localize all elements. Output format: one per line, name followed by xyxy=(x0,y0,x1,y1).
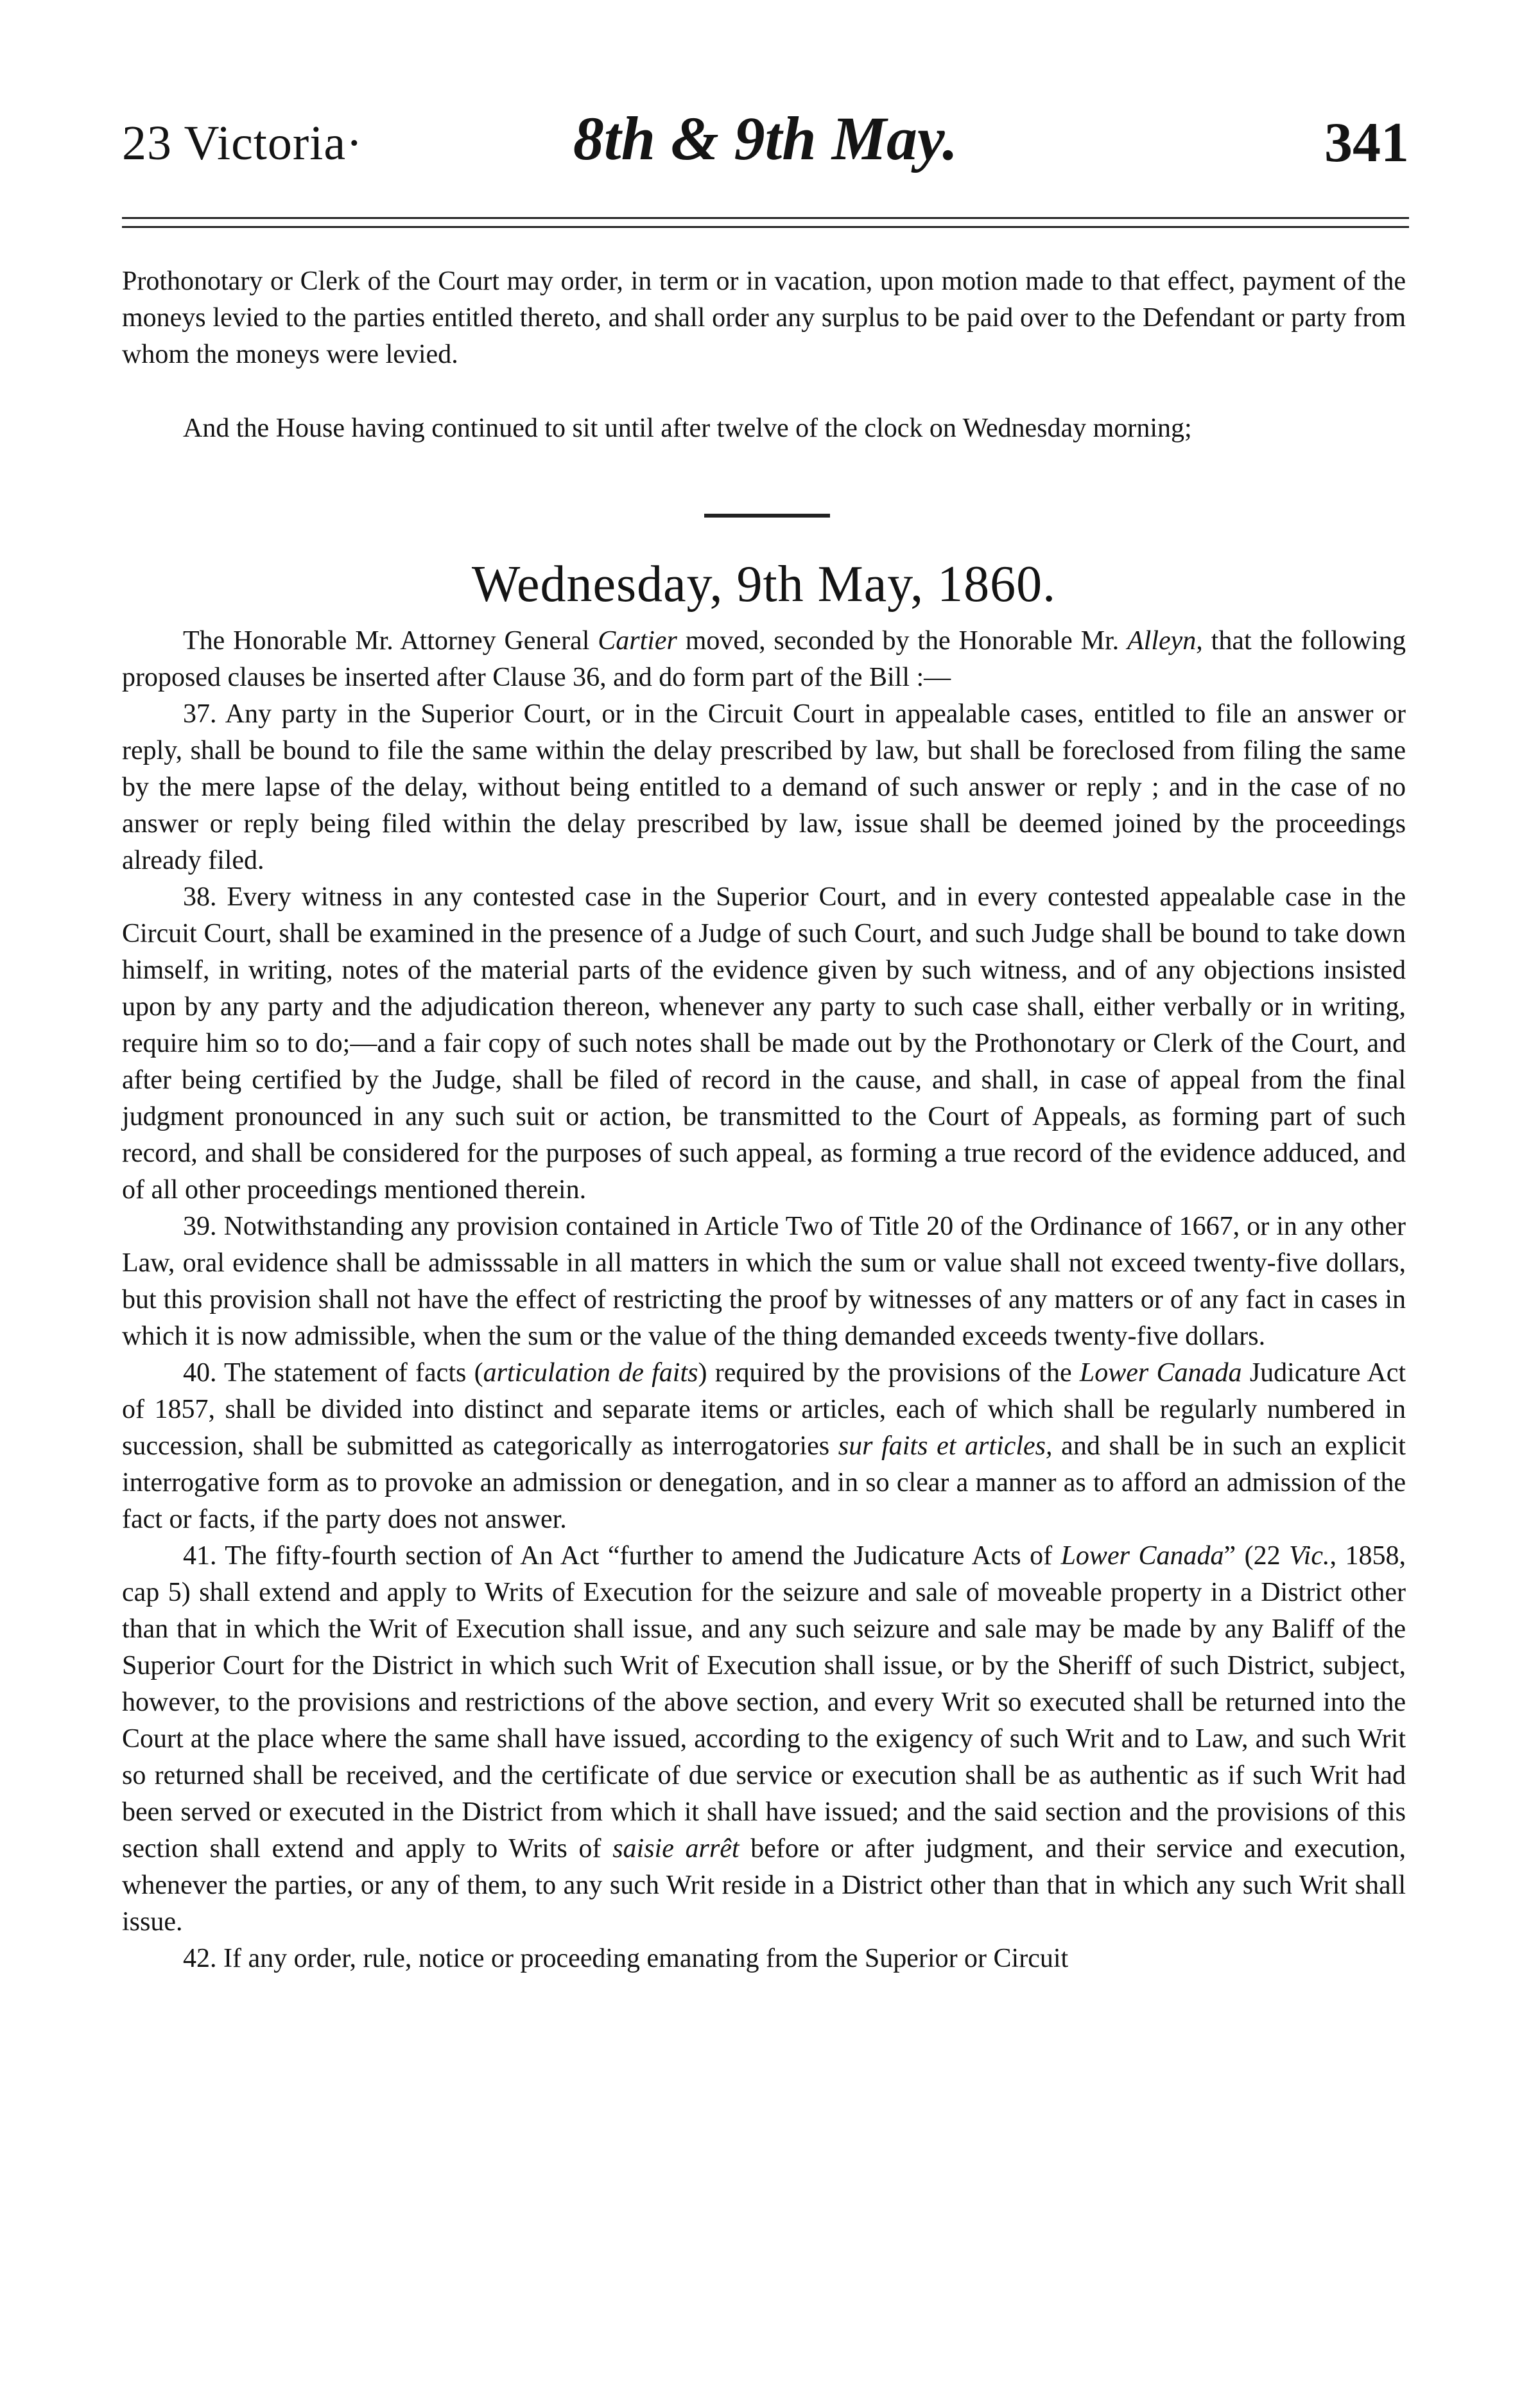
clause-40-text-d: and shall be in such an explicit interrogative form as to provoke an admission or denegation, and in so clear a manner as to afford an admission of the fact or facts, if the party does not answer. xyxy=(122,1431,1406,1534)
running-header xyxy=(122,103,1409,180)
section-divider xyxy=(704,514,830,518)
name-alleyn: Alleyn, xyxy=(1127,626,1203,656)
clause-41-lower-canada: Lower Canada xyxy=(1060,1541,1224,1571)
clause-41-text-d: before or after judgment, and their service and execution, whenever the parties, or any of them, to any such Writ reside in a District other than that in which any such Writ shall issue. xyxy=(122,1834,1406,1937)
clause-40 xyxy=(122,1355,1406,1538)
header-rule-top xyxy=(122,217,1409,219)
clause-41-text-c: , 1858, cap 5) shall extend and apply to Writs of Execution for the seizure and sale of moveable property in a District other than that in which the Writ of Execution shall issue, and any such seizure and sale may be made by any Baliff of the Superior Court for the District in which such Writ of Execution shall issue, or by the Sheriff of such District, subject, however, to the provisions and restrictions of the above section, and every Writ so executed shall be returned into the Court at the place where the same shall have issued, according to the exigency of such Writ and to Law, and such Writ so returned shall be received, and the certificate of due service or execution shall be as authentic as if such Writ had been served or executed in the District from which it shall have issued; and the said section and the provisions of this section shall extend and apply to Writs of xyxy=(122,1541,1406,1863)
continued-paragraph: Prothonotary or Clerk of the Court may order, in term or in vacation, upon motion made to that effect, payment of the moneys levied to the parties entitled thereto, and shall order any surplus to be paid over to the Defendant or party from whom the moneys were levied. xyxy=(122,266,1406,369)
clause-41-vic: Vic. xyxy=(1289,1541,1330,1571)
header-volume: 23 Victoria· xyxy=(122,116,363,170)
clause-37: 37. Any party in the Superior Court, or in the Circuit Court in appealable cases, entitled to file an answer or reply, shall be bound to file the same within the delay prescribed by law, but shall be foreclosed from filing the same by the mere lapse of the delay, without being entitled to a demand of such answer or reply ; and in the case of no answer or reply being filed within the delay prescribed by law, issue shall be deemed joined by the proceedings already filed. xyxy=(122,699,1406,875)
clause-41-text-a: 41. The fifty-fourth section of An Act “further to amend the Judicature Acts of xyxy=(183,1541,1061,1571)
intro-text xyxy=(122,263,1406,447)
clause-40-articulation: articulation de faits xyxy=(483,1358,698,1388)
header-date: 8th & 9th May. xyxy=(573,104,958,173)
clause-40-text-c: Judicature Act of 1857, shall be divided into distinct and separate items or articles, each of which shall be regularly numbered in succession, shall be submitted as categorically as interrogatories xyxy=(122,1358,1406,1461)
clause-40-text-b: ) required by the provisions of the xyxy=(698,1358,1080,1388)
motion-text-b: moved, seconded by the Honorable Mr. xyxy=(677,626,1128,656)
clause-40-sur-faits: sur faits et articles, xyxy=(838,1431,1053,1461)
clause-38: 38. Every witness in any contested case in the Superior Court, and in every contested appealable case in the Circuit Court, shall be examined in the presence of a Judge of such Court, and such Judge shall be bound to take down himself, in writing, notes of the material parts of the evidence given by such witness, and of any objections insisted upon by any party and the adjudication thereon, whenever any party to such case shall, either verbally or in writing, require him so to do;—and a fair copy of such notes shall be made out by the Prothonotary or Clerk of the Court, and after being certified by the Judge, shall be filed of record in the cause, and shall, in case of appeal from the final judgment pronounced in any such suit or action, be transmitted to the Court of Appeals, as forming part of such record, and shall be considered for the purposes of such appeal, as forming a true record of the evidence adduced, and of all other proceedings mentioned therein. xyxy=(122,882,1406,1205)
date-heading: Wednesday, 9th May, 1860. xyxy=(471,556,1057,613)
clause-40-lower-canada: Lower Canada xyxy=(1079,1358,1242,1388)
adjournment-paragraph: And the House having continued to sit until after twelve of the clock on Wednesday morning; xyxy=(183,414,1192,443)
clause-40-text-a: 40. The statement of facts ( xyxy=(183,1358,483,1388)
page-number: 341 xyxy=(1324,112,1409,174)
motion-text-a: The Honorable Mr. Attorney General xyxy=(183,626,598,656)
clause-41-saisie-arret: saisie arrêt xyxy=(612,1834,740,1863)
clause-41 xyxy=(122,1538,1406,1941)
clause-42: 42. If any order, rule, notice or proceeding emanating from the Superior or Circuit xyxy=(183,1944,1069,1973)
proceedings-text xyxy=(122,623,1406,1977)
motion-text-c: that the following proposed clauses be inserted after Clause 36, and do form part of the Bill :— xyxy=(122,626,1406,692)
motion-paragraph xyxy=(122,623,1406,696)
clause-39: 39. Notwithstanding any provision contained in Article Two of Title 20 of the Ordinance of 1667, or in any other Law, oral evidence shall be admisssable in all matters in which the sum or value shall not exceed twenty-five dollars, but this provision shall not have the effect of restricting the proof by witnesses of any matters or of any fact in cases in which it is now admissible, when the sum or the value of the thing demanded exceeds twenty-five dollars. xyxy=(122,1212,1406,1351)
header-rule-bottom xyxy=(122,226,1409,228)
clause-41-text-b: ” (22 xyxy=(1224,1541,1290,1571)
name-cartier: Cartier xyxy=(598,626,677,656)
